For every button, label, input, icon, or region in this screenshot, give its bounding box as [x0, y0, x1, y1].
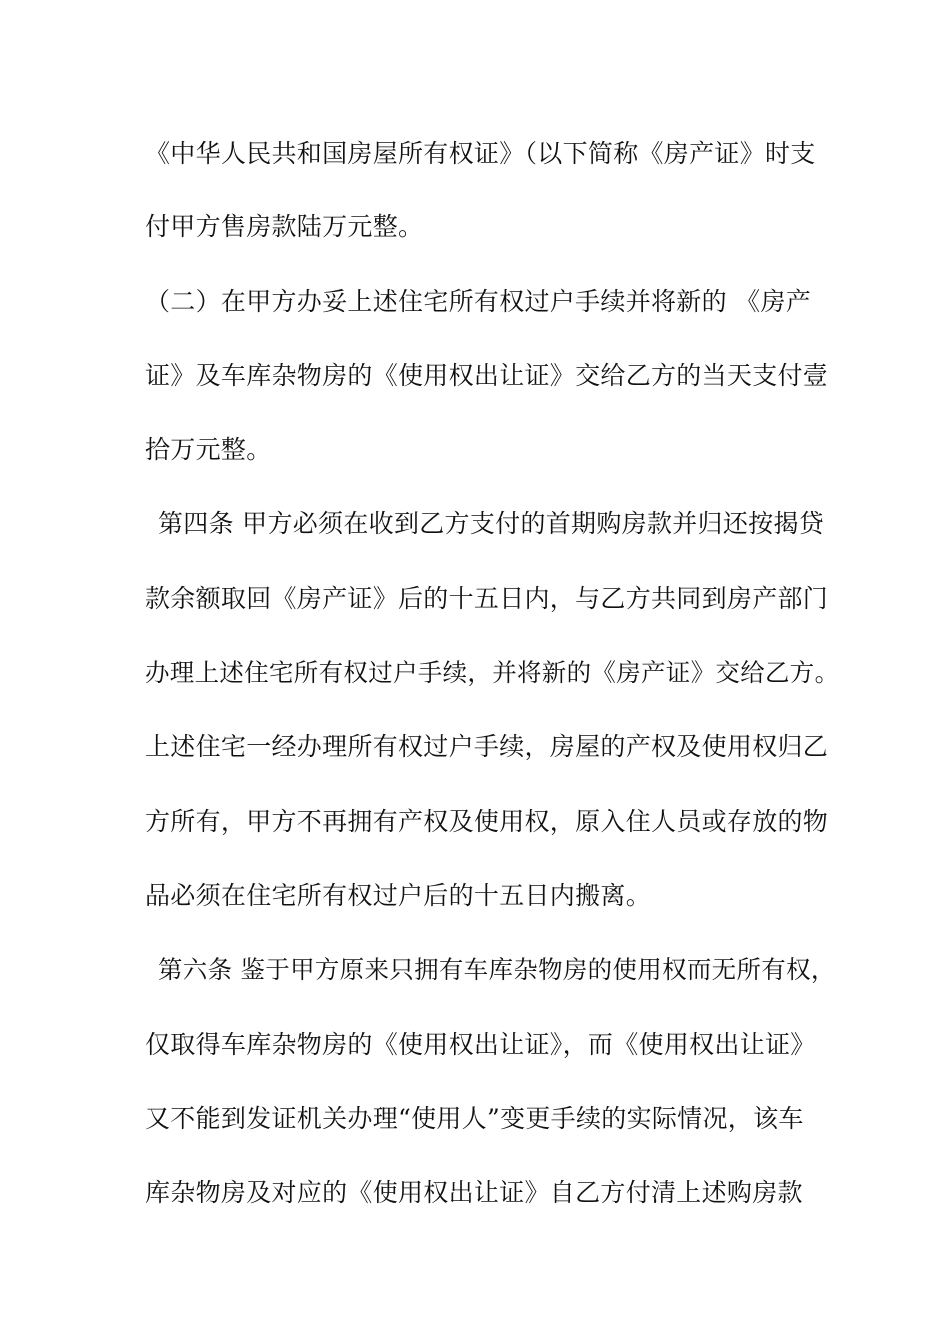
- text-line-2: 付甲方售房款陆万元整。: [145, 212, 424, 241]
- text-line-14: 又不能到发证机关办理“使用人”变更手续的实际情况，该车: [145, 1104, 804, 1133]
- text-line-10: 方所有，甲方不再拥有产权及使用权，原入住人员或存放的物: [145, 807, 829, 836]
- text-line-6: 第四条 甲方必须在收到乙方支付的首期购房款并归还按揭贷: [158, 509, 825, 538]
- text-line-9: 上述住宅一经办理所有权过户手续，房屋的产权及使用权归乙: [145, 732, 829, 761]
- text-line-8: 办理上述住宅所有权过户手续，并将新的《房产证》交给乙方。: [145, 658, 840, 687]
- text-line-3: （二）在甲方办妥上述住宅所有权过户手续并将新的 《房产: [145, 287, 812, 316]
- text-line-1: 《中华人民共和国房屋所有权证》（以下简称《房产证》时支: [145, 139, 816, 168]
- text-line-4: 证》及车库杂物房的《使用权出让证》交给乙方的当天支付壹: [145, 361, 829, 390]
- text-line-7: 款余额取回《房产证》后的十五日内，与乙方共同到房产部门: [145, 584, 829, 613]
- text-line-15: 库杂物房及对应的《使用权出让证》自乙方付清上述购房款: [145, 1178, 803, 1207]
- text-line-12: 第六条 鉴于甲方原来只拥有车库杂物房的使用权而无所有权，: [158, 955, 836, 984]
- text-line-11: 品必须在住宅所有权过户后的十五日内搬离。: [145, 881, 652, 910]
- text-line-5: 拾万元整。: [145, 435, 272, 464]
- text-line-13: 仅取得车库杂物房的《使用权出让证》，而《使用权出让证》: [145, 1030, 816, 1059]
